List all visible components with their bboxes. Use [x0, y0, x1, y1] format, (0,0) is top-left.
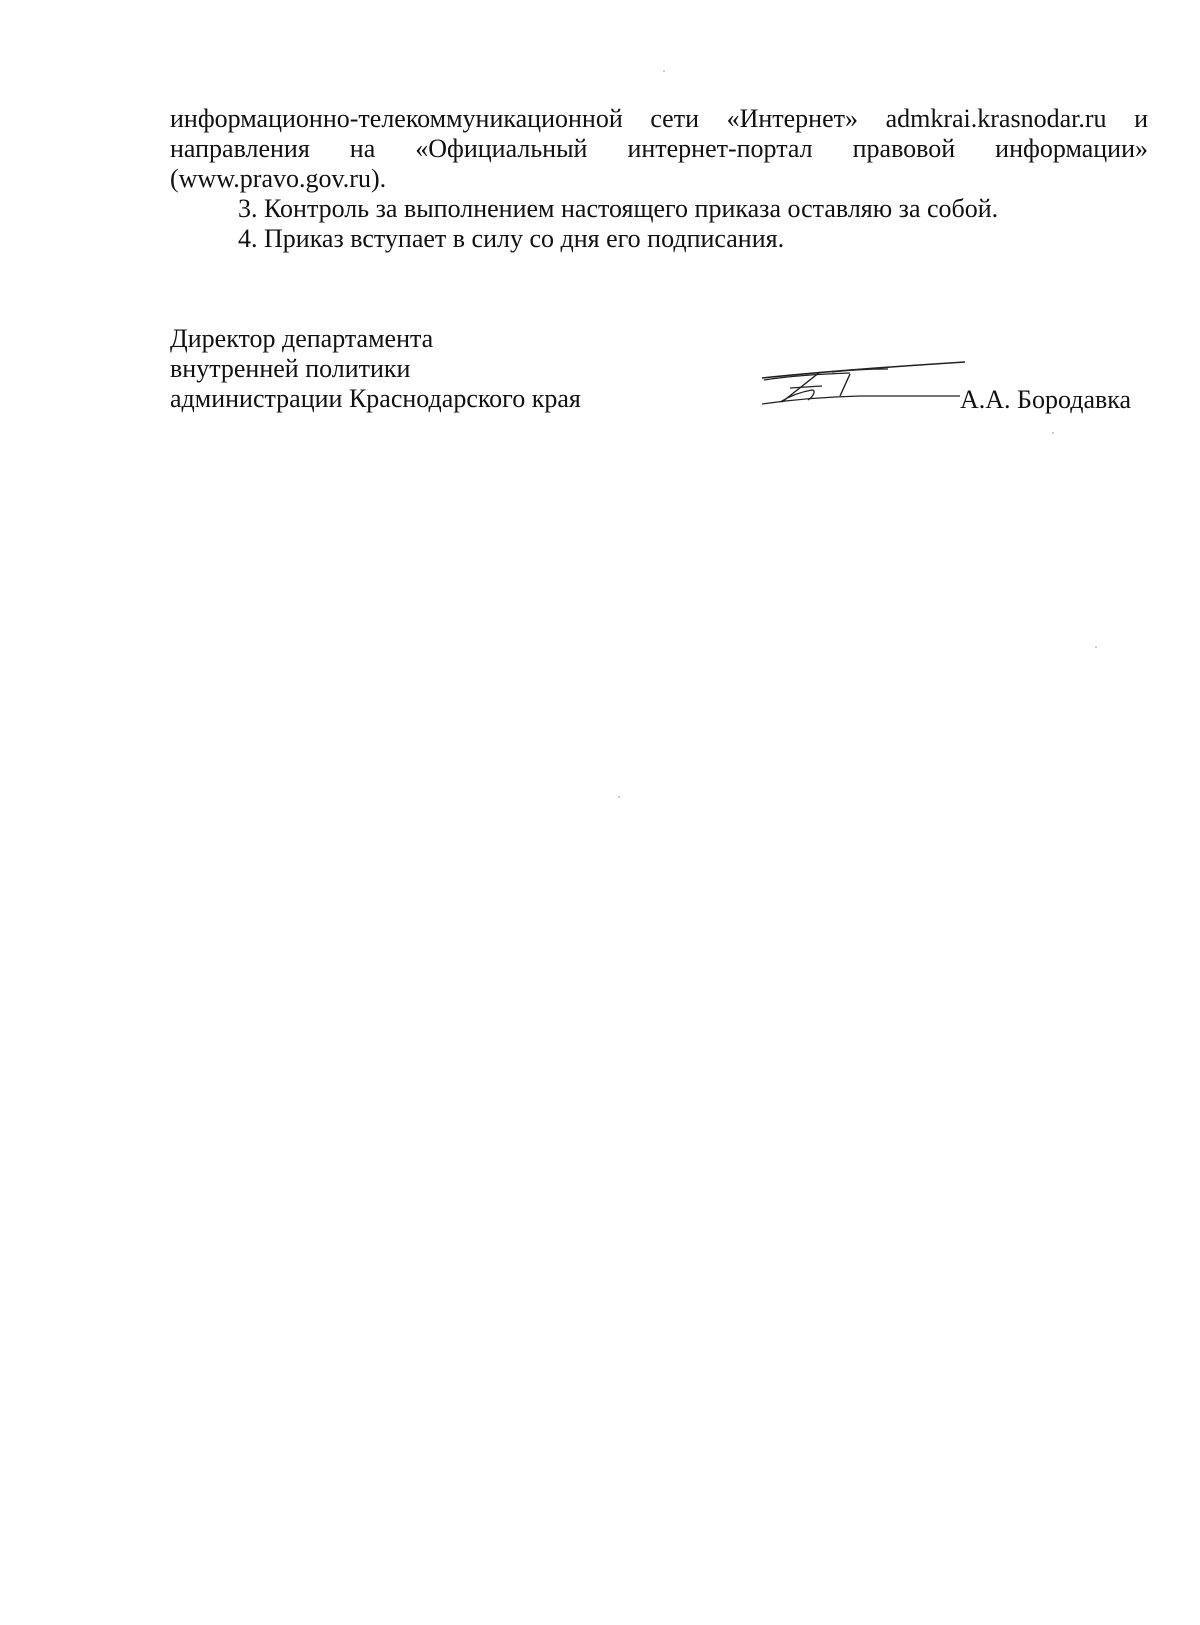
signer-position-line-2: внутренней политики — [170, 354, 411, 383]
numbered-item-4: 4. Приказ вступает в силу со дня его подписания. — [238, 224, 785, 253]
paragraph-line-2: направления на «Официальный интернет-портал правовой информации» — [170, 134, 1148, 163]
scan-speck — [663, 70, 665, 72]
signer-name: А.А. Бородавка — [960, 385, 1132, 414]
scan-speck — [1052, 432, 1054, 434]
paragraph-line-1: информационно-телекоммуникационной сети «Интернет» admkrai.krasnodar.ru и — [170, 104, 1148, 133]
signer-position — [170, 324, 581, 414]
paragraph-line-3: (www.pravo.gov.ru). — [170, 164, 387, 193]
signer-position-line-1: Директор департамента — [170, 324, 434, 353]
handwritten-signature — [760, 360, 970, 420]
document-body — [170, 104, 1148, 254]
scan-speck — [618, 796, 620, 798]
scan-speck — [1095, 646, 1097, 648]
signer-position-line-3: администрации Краснодарского края — [170, 384, 581, 413]
numbered-item-3: 3. Контроль за выполнением настоящего приказа оставляю за собой. — [238, 194, 999, 223]
